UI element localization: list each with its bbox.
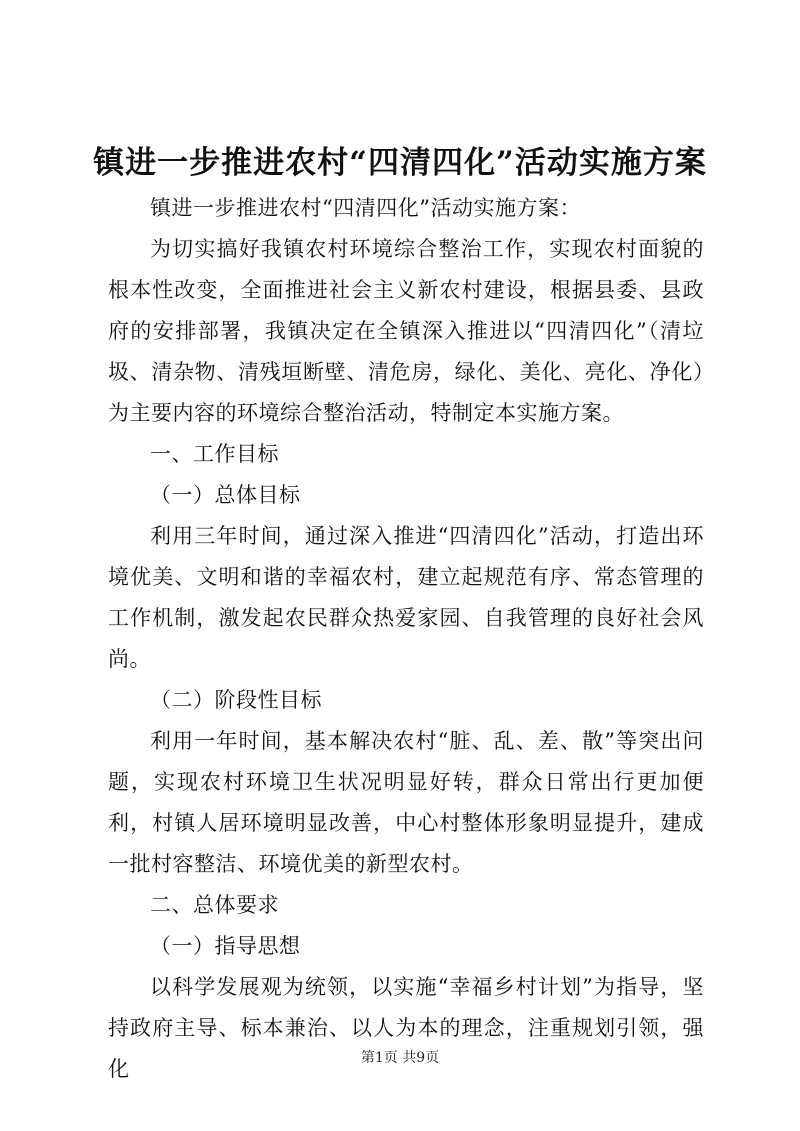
paragraph-phase-goal: 利用一年时间，基本解决农村“脏、乱、差、散”等突出问题，实现农村环境卫生状况明显好转，群众日常出行更加便利，村镇人居环境明显改善，中心村整体形象明显提升，建成一批村容整洁、环境优美的新型农村。 <box>108 729 704 876</box>
paragraph-overall-goal: 利用三年时间，通过深入推进“四清四化”活动，打造出环境优美、文明和谐的幸福农村，建立起规范有序、常态管理的工作机制，激发起农民群众热爱家园、自我管理的良好社会风尚。 <box>108 524 704 671</box>
page-number-footer: 第1页 共9页 <box>360 1050 440 1066</box>
subsection-heading-guiding-ideology: （一）指导思想 <box>150 934 301 958</box>
document-title: 镇进一步推进农村“四清四化”活动实施方案 <box>93 145 707 181</box>
subsection-heading-phase-goal: （二）阶段性目标 <box>150 688 322 712</box>
subsection-heading-overall-goal: （一）总体目标 <box>150 483 301 507</box>
paragraph-intro: 为切实搞好我镇农村环境综合整治工作，实现农村面貌的根本性改变，全面推进社会主义新农村建设，根据县委、县政府的安排部署，我镇决定在全镇深入推进以“四清四化”（清垃圾、清杂物、清残垣断壁、清危房，绿化、美化、亮化、净化）为主要内容的环境综合整治活动，特制定本实施方案。 <box>108 237 704 425</box>
document-body <box>108 188 704 1090</box>
paragraph-guiding-ideology: 以科学发展观为统领，以实施“幸福乡村计划”为指导，坚持政府主导、标本兼治、以人为本的理念，注重规划引领，强化 <box>108 975 704 1081</box>
section-heading-general-requirements: 二、总体要求 <box>150 893 279 917</box>
section-heading-work-goals: 一、工作目标 <box>150 442 279 466</box>
paragraph-subtitle: 镇进一步推进农村“四清四化”活动实施方案： <box>150 196 581 220</box>
